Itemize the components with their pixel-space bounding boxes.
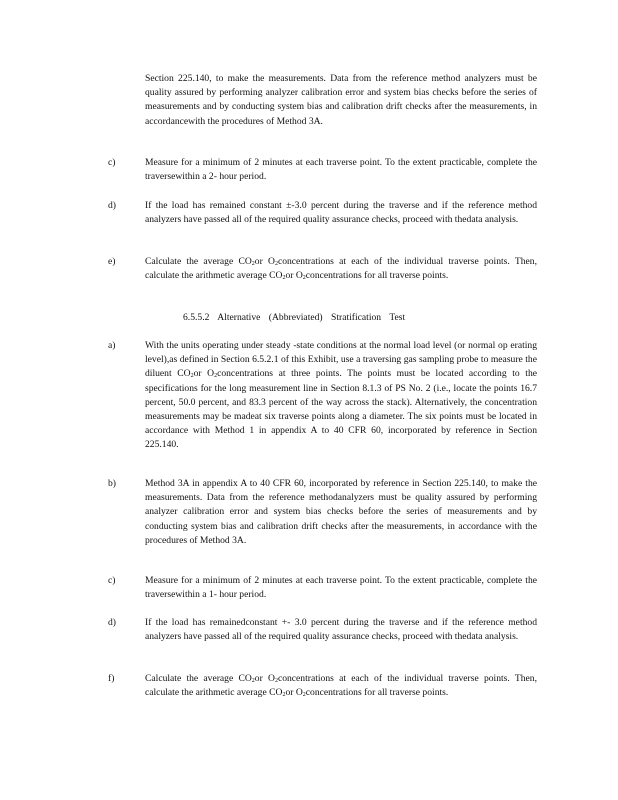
section-heading: 6.5.5.2 Alternative (Abbreviated) Stratification Test	[183, 312, 406, 323]
item-text-c: Measure for a minimum of 2 minutes at each traverse point. To the extent practicable, complete the traversewithin a 2- hour period.	[145, 157, 537, 183]
item-label-b: b)	[108, 478, 116, 489]
item-text-c2: Measure for a minimum of 2 minutes at each traverse point. To the extent practicable, complete the traversewithin a 1- hour period.	[145, 575, 537, 601]
item-text-e: Calculate the average $CO_2or$ $O_2concentrations$ at each of the individual traverse points. Then, calculate the arithmetic average $CO_2or$ $O_2concentrations$ for all traverse points.	[145, 256, 537, 282]
item-text-d2: If the load has remainedconstant +- 3.0 percent during the traverse and if the reference method analyzers have passed all of the required quality assurance checks, proceed with thedata analysis.	[145, 617, 537, 643]
item-label-f: f)	[108, 673, 115, 684]
item-text-d: If the load has remained constant ±-3.0 percent during the traverse and if the reference method analyzers have passed all of the required quality assurance checks, proceed with thedata analysis.	[145, 200, 537, 226]
intro-paragraph: Section 225.140, to make the measurements. Data from the reference method analyzers must be quality assured by performing analyzer calibration error and system bias checks before the series of measurements and by conducting system bias and calibration drift checks after the measurements, in accordancewith the procedures of Method 3A.	[145, 73, 537, 127]
item-label-a: a)	[108, 340, 116, 351]
item-label-c2: c)	[108, 575, 116, 586]
item-label-d2: d)	[108, 617, 116, 628]
item-text-a: With the units operating under steady -state conditions at the normal load level (or normal op erating level),as defined in Section 6.5.2.1 of this Exhibit, use a traversing gas sampling probe to measure the diluent $CO_2or$ $O_2concentrations$ at three points. The points must be located according to the specifications for the long measurement line in Section 8.1.3 of PS No. 2 (i.e., locate the points 16.7 percent, 50.0 percent, and 83.3 percent of the way across the stack). Alternatively, the concentration measurements may be madeat six traverse points along a diameter. The six points must be located in accordance with Method 1 in appendix A to 40 CFR 60, incorporated by reference in Section 225.140.	[145, 340, 538, 451]
item-text-f: Calculate the average $CO_2or$ $O_2concentrations$ at each of the individual traverse points. Then, calculate the arithmetic average $CO_2or$ $O_2concentrations$ for all traverse points.	[145, 673, 537, 699]
item-label-d: d)	[108, 200, 116, 211]
item-label-e: e)	[108, 256, 116, 267]
item-text-b: Method 3A in appendix A to 40 CFR 60, incorporated by reference in Section 225.140, to make the measurements. Data from the reference methodanalyzers must be quality assured by performing analyzer calibration error and system bias checks before the series of measurements and by conducting system bias and calibration drift checks after the measurements, in accordance with the procedures of Method 3A.	[145, 478, 537, 546]
item-label-c: c)	[108, 157, 116, 168]
